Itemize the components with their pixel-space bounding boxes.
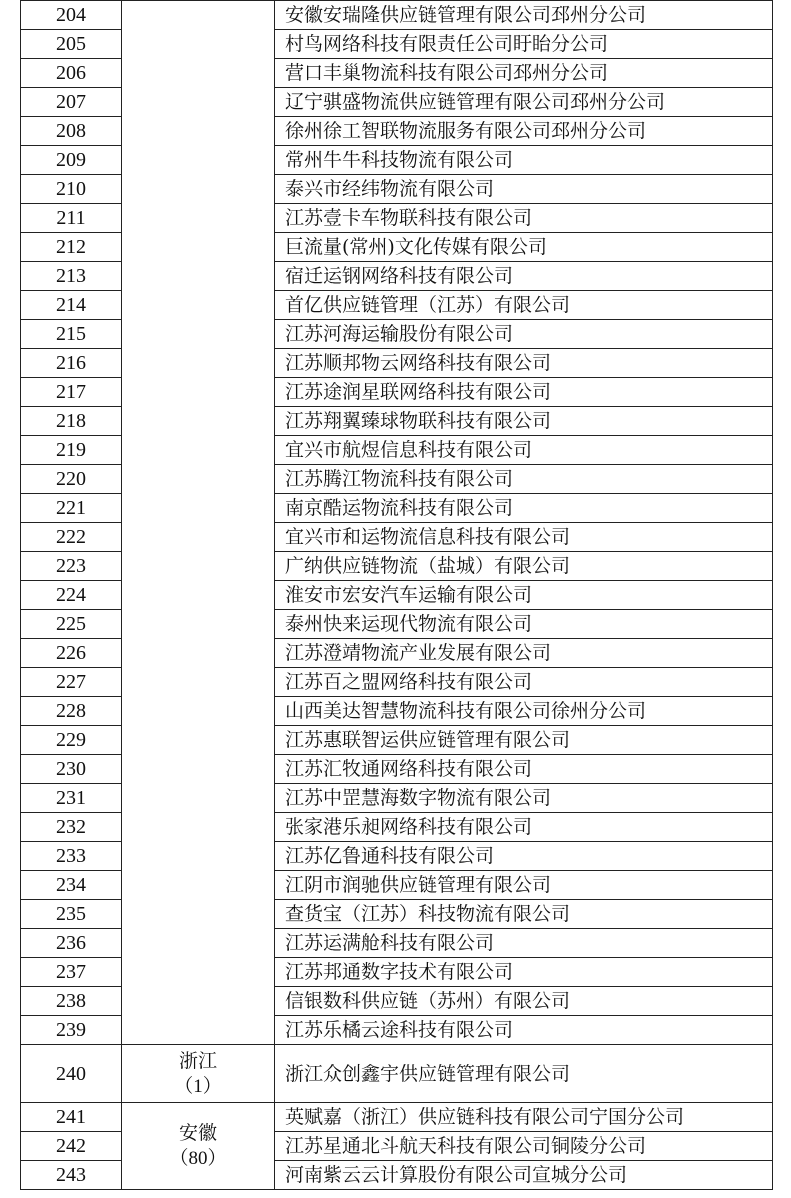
company-name: 浙江众创鑫宇供应链管理有限公司	[275, 1045, 773, 1103]
company-name: 江苏澄靖物流产业发展有限公司	[275, 639, 773, 668]
company-name: 江苏汇牧通网络科技有限公司	[275, 755, 773, 784]
row-number: 218	[21, 407, 122, 436]
company-name: 宜兴市和运物流信息科技有限公司	[275, 523, 773, 552]
row-number: 227	[21, 668, 122, 697]
company-name: 南京酷运物流科技有限公司	[275, 494, 773, 523]
row-number: 241	[21, 1103, 122, 1132]
row-number: 204	[21, 1, 122, 30]
row-number: 233	[21, 842, 122, 871]
company-name: 常州牛牛科技物流有限公司	[275, 146, 773, 175]
row-number: 214	[21, 291, 122, 320]
row-number: 213	[21, 262, 122, 291]
row-number: 211	[21, 204, 122, 233]
company-name: 广纳供应链物流（盐城）有限公司	[275, 552, 773, 581]
row-number: 236	[21, 929, 122, 958]
row-number: 220	[21, 465, 122, 494]
row-number: 207	[21, 88, 122, 117]
company-name: 河南紫云云计算股份有限公司宣城分公司	[275, 1161, 773, 1190]
row-number: 226	[21, 639, 122, 668]
row-number: 235	[21, 900, 122, 929]
row-number: 223	[21, 552, 122, 581]
row-number: 212	[21, 233, 122, 262]
row-number: 205	[21, 30, 122, 59]
table-row	[21, 1045, 773, 1103]
company-name: 江苏星通北斗航天科技有限公司铜陵分公司	[275, 1132, 773, 1161]
company-name: 英赋嘉（浙江）供应链科技有限公司宁国分公司	[275, 1103, 773, 1132]
row-number: 228	[21, 697, 122, 726]
row-number: 215	[21, 320, 122, 349]
company-name: 山西美达智慧物流科技有限公司徐州分公司	[275, 697, 773, 726]
row-number: 242	[21, 1132, 122, 1161]
row-number: 222	[21, 523, 122, 552]
row-number: 239	[21, 1016, 122, 1045]
company-name: 安徽安瑞隆供应链管理有限公司邳州分公司	[275, 1, 773, 30]
row-number: 238	[21, 987, 122, 1016]
province-cell	[122, 1, 275, 1045]
company-name: 宜兴市航煜信息科技有限公司	[275, 436, 773, 465]
row-number: 240	[21, 1045, 122, 1103]
province-name: 浙江	[178, 1049, 217, 1072]
table-row	[21, 1103, 773, 1132]
company-name: 首亿供应链管理（江苏）有限公司	[275, 291, 773, 320]
company-name: 江苏河海运输股份有限公司	[275, 320, 773, 349]
province-count: （80）	[169, 1148, 227, 1169]
company-name: 村鸟网络科技有限责任公司盱眙分公司	[275, 30, 773, 59]
row-number: 224	[21, 581, 122, 610]
row-number: 234	[21, 871, 122, 900]
company-name: 江苏途润星联网络科技有限公司	[275, 378, 773, 407]
company-name: 查货宝（江苏）科技物流有限公司	[275, 900, 773, 929]
row-number: 216	[21, 349, 122, 378]
company-name: 营口丰巢物流科技有限公司邳州分公司	[275, 59, 773, 88]
row-number: 219	[21, 436, 122, 465]
company-name: 江苏惠联智运供应链管理有限公司	[275, 726, 773, 755]
province-cell	[122, 1045, 275, 1103]
company-name: 江苏亿鲁通科技有限公司	[275, 842, 773, 871]
row-number: 206	[21, 59, 122, 88]
company-name: 江苏顺邦物云网络科技有限公司	[275, 349, 773, 378]
company-list-table	[20, 0, 773, 1190]
row-number: 210	[21, 175, 122, 204]
company-name: 江苏百之盟网络科技有限公司	[275, 668, 773, 697]
company-name: 江苏邦通数字技术有限公司	[275, 958, 773, 987]
company-list-body	[21, 1, 773, 1190]
company-name: 巨流量(常州)文化传媒有限公司	[275, 233, 773, 262]
row-number: 225	[21, 610, 122, 639]
company-name: 江苏运满舱科技有限公司	[275, 929, 773, 958]
row-number: 232	[21, 813, 122, 842]
company-name: 信银数科供应链（苏州）有限公司	[275, 987, 773, 1016]
row-number: 209	[21, 146, 122, 175]
company-name: 江苏翔翼臻球物联科技有限公司	[275, 407, 773, 436]
row-number: 208	[21, 117, 122, 146]
company-name: 江苏乐橘云途科技有限公司	[275, 1016, 773, 1045]
company-name: 江苏中罡慧海数字物流有限公司	[275, 784, 773, 813]
row-number: 221	[21, 494, 122, 523]
company-name: 泰兴市经纬物流有限公司	[275, 175, 773, 204]
company-name: 淮安市宏安汽车运输有限公司	[275, 581, 773, 610]
company-name: 江阴市润驰供应链管理有限公司	[275, 871, 773, 900]
row-number: 237	[21, 958, 122, 987]
company-name: 江苏壹卡车物联科技有限公司	[275, 204, 773, 233]
company-name: 江苏腾江物流科技有限公司	[275, 465, 773, 494]
row-number: 230	[21, 755, 122, 784]
province-cell	[122, 1103, 275, 1190]
row-number: 217	[21, 378, 122, 407]
table-row	[21, 1, 773, 30]
company-name: 辽宁骐盛物流供应链管理有限公司邳州分公司	[275, 88, 773, 117]
row-number: 243	[21, 1161, 122, 1190]
province-count: （1）	[174, 1075, 222, 1097]
company-name: 张家港乐昶网络科技有限公司	[275, 813, 773, 842]
company-name: 泰州快来运现代物流有限公司	[275, 610, 773, 639]
row-number: 229	[21, 726, 122, 755]
company-name: 徐州徐工智联物流服务有限公司邳州分公司	[275, 117, 773, 146]
province-name: 安徽	[178, 1122, 217, 1144]
row-number: 231	[21, 784, 122, 813]
company-name: 宿迁运钢网络科技有限公司	[275, 262, 773, 291]
